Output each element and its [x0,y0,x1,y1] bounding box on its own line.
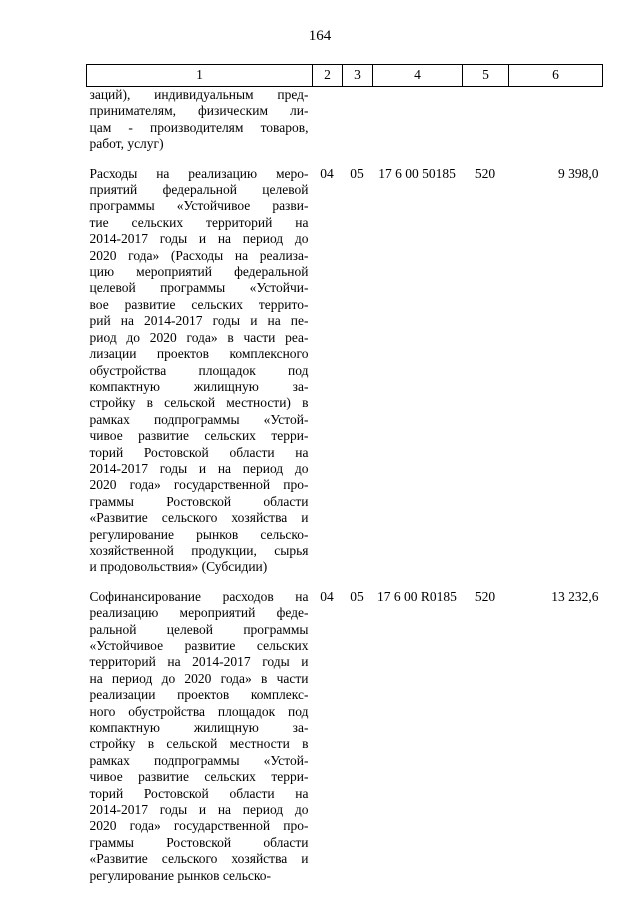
description-line: граммы Ростовской области [89,493,309,509]
header-cell: 1 [87,65,313,87]
description-line: цию мероприятий федеральной [89,264,309,280]
description-line: целевой программы «Устойчи- [89,280,309,296]
target-article-cell: 17 6 00 R0185 [377,588,457,604]
description-line: 2020 года» государственной про- [89,818,309,834]
page-number: 164 [308,28,332,44]
description-line: компактную жилищную за- [89,720,309,736]
description-line: реализацию мероприятий феде- [89,605,309,621]
description-line: реализации проектов комплекс- [89,687,309,703]
description-line: рамках подпрограммы «Устой- [89,411,309,427]
subsection-code-cell [343,87,373,153]
description-line: компактную жилищную за- [89,378,309,394]
row-spacer [87,153,603,166]
amount-cell: 9 398,0 [558,165,599,181]
table-row [87,87,603,153]
spacer-cell [87,153,603,166]
description-line: стройку в сельской местности) в [89,395,309,411]
budget-table [86,64,603,884]
description-line: «Развитие сельского хозяйства и [89,851,309,867]
section-code-cell: 04 [320,165,334,181]
target-article-cell [373,87,463,153]
description-line: 2014-2017 годы и на период до [89,231,309,247]
description-line: торий Ростовской области на [89,785,309,801]
description-line: 2020 года» государственной про- [89,477,309,493]
target-article-cell: 17 6 00 50185 [378,165,456,181]
description-line: хозяйственной продукции, сырья [89,542,309,558]
header-cell: 6 [509,65,603,87]
header-cell: 2 [313,65,343,87]
table-body [87,87,603,885]
description-line: стройку в сельской местности в [89,736,309,752]
description-line: торий Ростовской области на [89,444,309,460]
description-line: работ, услуг) [89,136,164,152]
expense-type-cell: 520 [474,165,496,181]
description-line: принимателям, физическим ли- [89,103,309,119]
section-code-cell: 04 [320,588,334,604]
description-line: Софинансирование расходов на [89,588,309,604]
description-line: тие сельских территорий на [89,214,309,230]
description-line: регулирование рынков сельско- [89,526,309,542]
description-line: лизации проектов комплексного [89,346,309,362]
description-line: чивое развитие сельских терри- [89,769,309,785]
amount-cell: 13 232,6 [551,588,599,604]
spacer-cell [87,576,603,589]
description-line: цам - производителям товаров, [89,119,309,135]
description-line: приятий федеральной целевой [89,182,309,198]
description-line: регулирование рынков сельско- [89,867,271,883]
description-line: 2014-2017 годы и на период до [89,460,309,476]
description-cell [87,87,313,153]
description-line: рамках подпрограммы «Устой- [89,752,309,768]
description-line: граммы Ростовской области [89,834,309,850]
description-line: 2014-2017 годы и на период до [89,802,309,818]
header-row [87,65,603,87]
expense-type-cell: 520 [474,588,496,604]
header-cell: 5 [463,65,509,87]
description-cell [87,166,313,576]
description-line: «Устойчивое развитие сельских [89,638,309,653]
description-line: программы «Устойчивое разви- [89,198,309,214]
description-line: и продовольствия» (Субсидии) [89,559,268,575]
table-row [87,166,603,576]
table-row [87,589,603,884]
header-cell: 3 [343,65,373,87]
header-cell: 4 [373,65,463,87]
description-line: «Развитие сельского хозяйства и [89,510,309,526]
amount-cell [509,87,603,153]
description-line: территорий на 2014-2017 годы и [89,654,309,670]
description-line: ного обустройства площадок под [89,703,309,719]
row-spacer [87,576,603,589]
subsection-code-cell: 05 [350,588,364,604]
description-line: вое развитие сельских террито- [89,296,309,312]
expense-type-cell [463,87,509,153]
description-line: на период до 2020 года» в части [89,670,309,686]
section-code-cell [313,87,343,153]
subsection-code-cell: 05 [350,165,364,181]
description-line: 2020 года» (Расходы на реализа- [89,247,309,263]
description-cell [87,589,313,884]
description-line: рий на 2014-2017 годы и на пе- [89,313,309,329]
description-line: Расходы на реализацию меро- [89,165,309,181]
description-line: обустройства площадок под [89,362,309,378]
description-line: заций), индивидуальным пред- [89,87,309,102]
description-line: риод до 2020 года» в части реа- [89,329,309,345]
description-line: ральной целевой программы [89,621,309,637]
description-line: чивое развитие сельских терри- [89,428,309,444]
